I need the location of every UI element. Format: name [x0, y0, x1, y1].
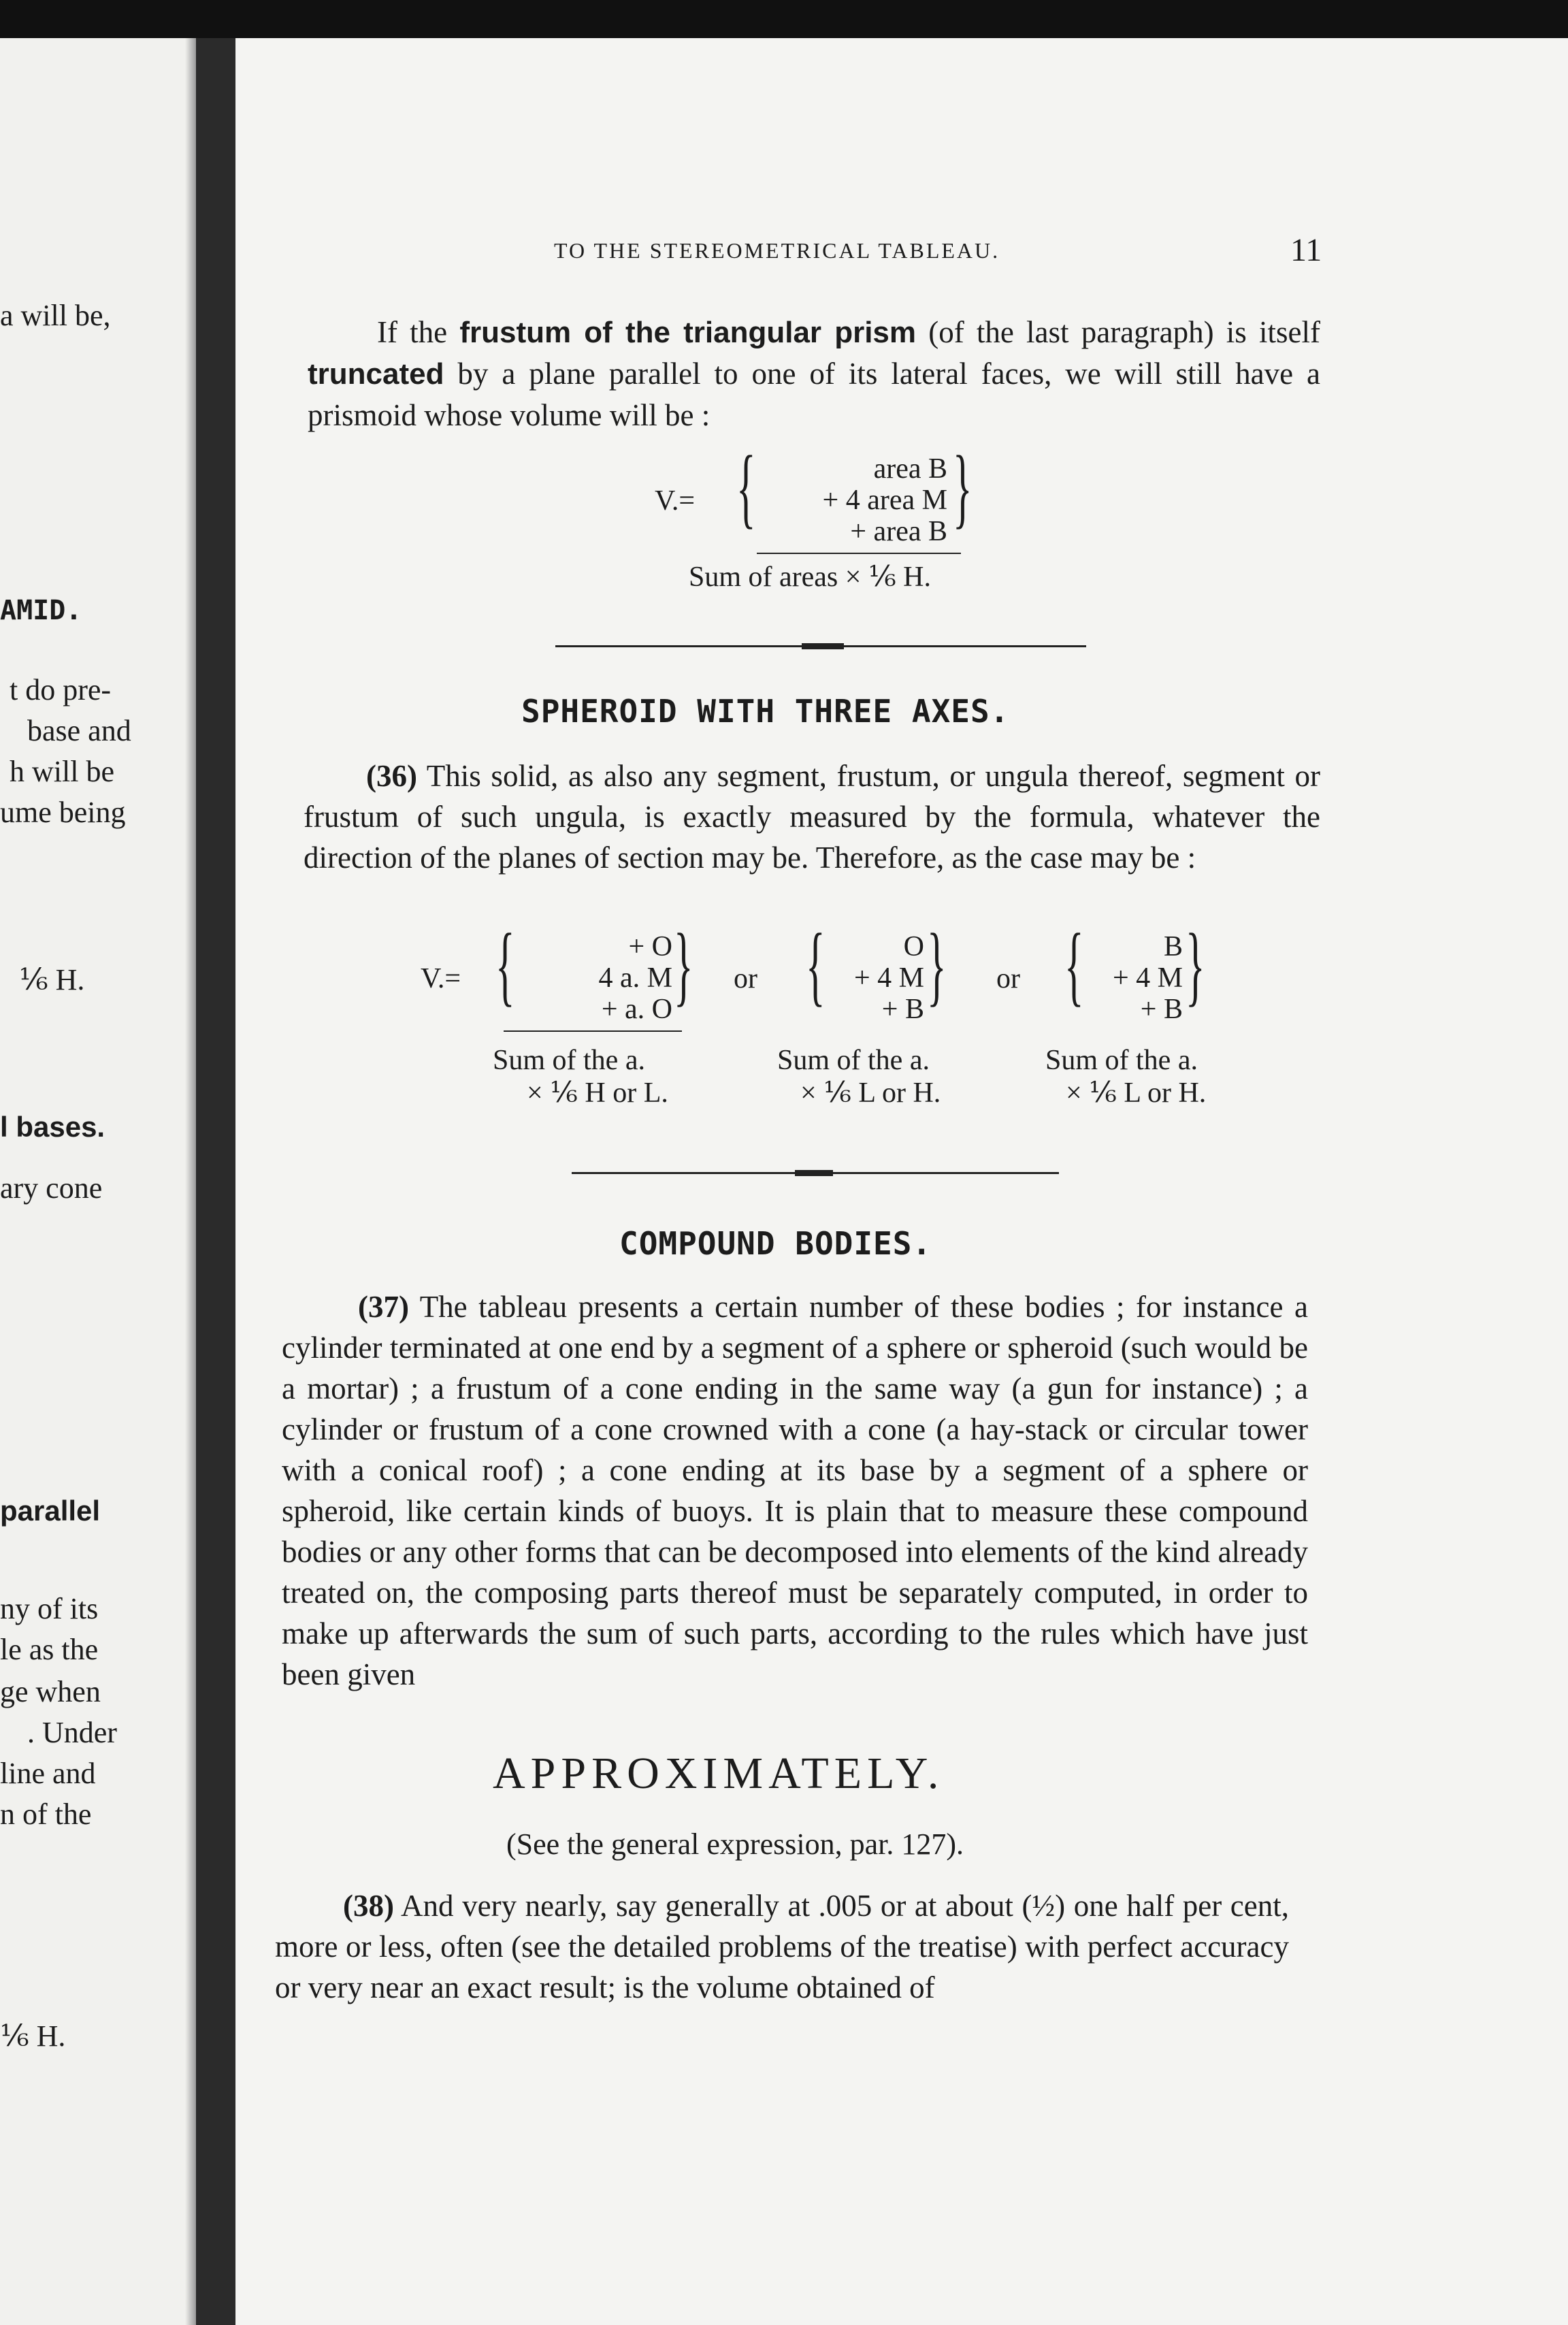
formula-term: area B	[873, 453, 947, 485]
left-brace: {	[736, 437, 756, 537]
paragraph-number: (37)	[358, 1290, 409, 1324]
formula-term: + 4 area M	[822, 485, 947, 516]
left-fragment: ge when	[0, 1675, 101, 1708]
formula-term: + a. O	[601, 994, 672, 1025]
left-brace: {	[495, 915, 515, 1015]
gutter-shadow	[185, 38, 196, 2325]
formula-term: 4 a. M	[598, 962, 672, 994]
highlight-term: truncated	[308, 357, 444, 391]
formula-caption: Sum of areas × ⅙ H.	[689, 562, 931, 593]
paragraph-frustum	[308, 312, 1320, 436]
left-fragment: n of the	[0, 1798, 92, 1831]
left-brace: {	[1064, 915, 1084, 1015]
left-fragment: base and	[27, 714, 131, 747]
highlight-term: frustum of the triangular prism	[459, 316, 917, 349]
formula-terms	[764, 453, 947, 547]
formula-term: + 4 M	[853, 962, 924, 994]
formula-lhs: V.=	[655, 485, 696, 517]
paragraph-spheroid	[304, 755, 1320, 878]
formula-caption: Sum of the a.	[493, 1045, 645, 1076]
page-number: 11	[1290, 232, 1322, 268]
or-connector: or	[996, 963, 1020, 994]
left-fragment: ary cone	[0, 1171, 103, 1205]
formula-caption: × ⅙ L or H.	[800, 1077, 941, 1109]
left-fragment: ume being	[0, 796, 126, 829]
formula-terms	[523, 931, 672, 1025]
text-run: (of the last paragraph) is itself	[916, 315, 1320, 349]
subheading-reference: (See the general expression, par. 127).	[506, 1827, 964, 1861]
paragraph-approximately	[275, 1885, 1289, 2008]
paragraph-number: (38)	[343, 1889, 394, 1923]
left-fragment: parallel	[0, 1495, 101, 1527]
formula-underline	[757, 553, 961, 554]
left-fragment: . Under	[27, 1716, 117, 1749]
right-brace: }	[674, 915, 693, 1015]
left-fragment: t do pre-	[10, 673, 112, 706]
formula-caption: × ⅙ H or L.	[527, 1077, 668, 1109]
right-brace: }	[927, 915, 947, 1015]
left-page-fragment	[0, 38, 206, 2325]
formula-term: + 4 M	[1112, 962, 1183, 994]
formula-term: + area B	[850, 516, 947, 547]
formula-terms	[1088, 931, 1183, 1025]
left-fragment: a will be,	[0, 299, 111, 332]
formula-term: + B	[1140, 994, 1183, 1025]
left-fragment: le as the	[0, 1633, 99, 1666]
left-fragment: ⅙ H.	[0, 2019, 66, 2053]
scan-top-border	[0, 0, 1568, 38]
left-fragment: ny of its	[0, 1592, 99, 1625]
formula-term: + B	[881, 994, 924, 1025]
formula-caption: Sum of the a.	[1045, 1045, 1198, 1076]
formula-underline	[504, 1030, 682, 1032]
left-fragment: ⅙ H.	[19, 963, 85, 996]
formula-prismoid-volume	[655, 437, 1036, 613]
running-header: TO THE STEREOMETRICAL TABLEAU.	[554, 238, 1000, 263]
formula-caption: × ⅙ L or H.	[1066, 1077, 1207, 1109]
heading-compound-bodies: COMPOUND BODIES.	[619, 1225, 932, 1262]
divider-ornament	[795, 1170, 833, 1176]
text-run: If the	[377, 315, 460, 349]
formula-term: + O	[628, 931, 672, 962]
paragraph-compound-bodies	[282, 1286, 1308, 1695]
left-fragment: l bases.	[0, 1111, 105, 1143]
formula-spheroid-volume	[421, 915, 1319, 1131]
book-gutter	[196, 38, 235, 2325]
formula-term: O	[903, 931, 924, 962]
text-run: by a plane parallel to one of its lateral faces, we will still have a prismoid whose volume will be :	[308, 357, 1320, 432]
divider-ornament	[802, 643, 844, 649]
text-run: And very nearly, say generally at .005 or at about (½) one half per cent, more or less, often (see the detailed problems of the treatise) with perfect accuracy or very near an exact result; is the volume obtained of	[275, 1889, 1289, 2004]
or-connector: or	[734, 963, 757, 994]
heading-spheroid: SPHEROID WITH THREE AXES.	[521, 693, 1010, 730]
left-fragment: line and	[0, 1757, 96, 1790]
left-brace: {	[806, 915, 826, 1015]
formula-caption: Sum of the a.	[777, 1045, 930, 1076]
right-brace: }	[1186, 915, 1205, 1015]
text-run: This solid, as also any segment, frustum, or ungula thereof, segment or frustum of such ungula, is exactly measured by the formula, whatever the direction of the planes of section may be. Therefore, as the case may be :	[304, 759, 1320, 875]
formula-lhs: V.=	[421, 963, 461, 994]
paragraph-number: (36)	[366, 759, 417, 793]
heading-approximately: APPROXIMATELY.	[493, 1749, 945, 1798]
formula-term: B	[1163, 931, 1183, 962]
formula-terms	[829, 931, 924, 1025]
right-brace: }	[953, 437, 973, 537]
left-fragment: AMID.	[0, 595, 82, 626]
text-run: The tableau presents a certain number of these bodies ; for instance a cylinder terminated at one end by a segment of a sphere or spheroid (such would be a mortar) ; a frustum of a cone ending in the same way (a gun for instance) ; a cylinder or frustum of a cone crowned with a cone (a hay-stack or circular tower with a conical roof) ; a cone ending at its base by a segment of a sphere or spheroid, like certain kinds of buoys. It is plain that to measure these compound bodies or any other forms that can be decomposed into elements of the kind already treated on, the composing parts thereof must be separately computed, in order to make up afterwards the sum of such parts, according to the rules which have just been given	[282, 1290, 1308, 1691]
left-fragment: h will be	[10, 755, 114, 788]
